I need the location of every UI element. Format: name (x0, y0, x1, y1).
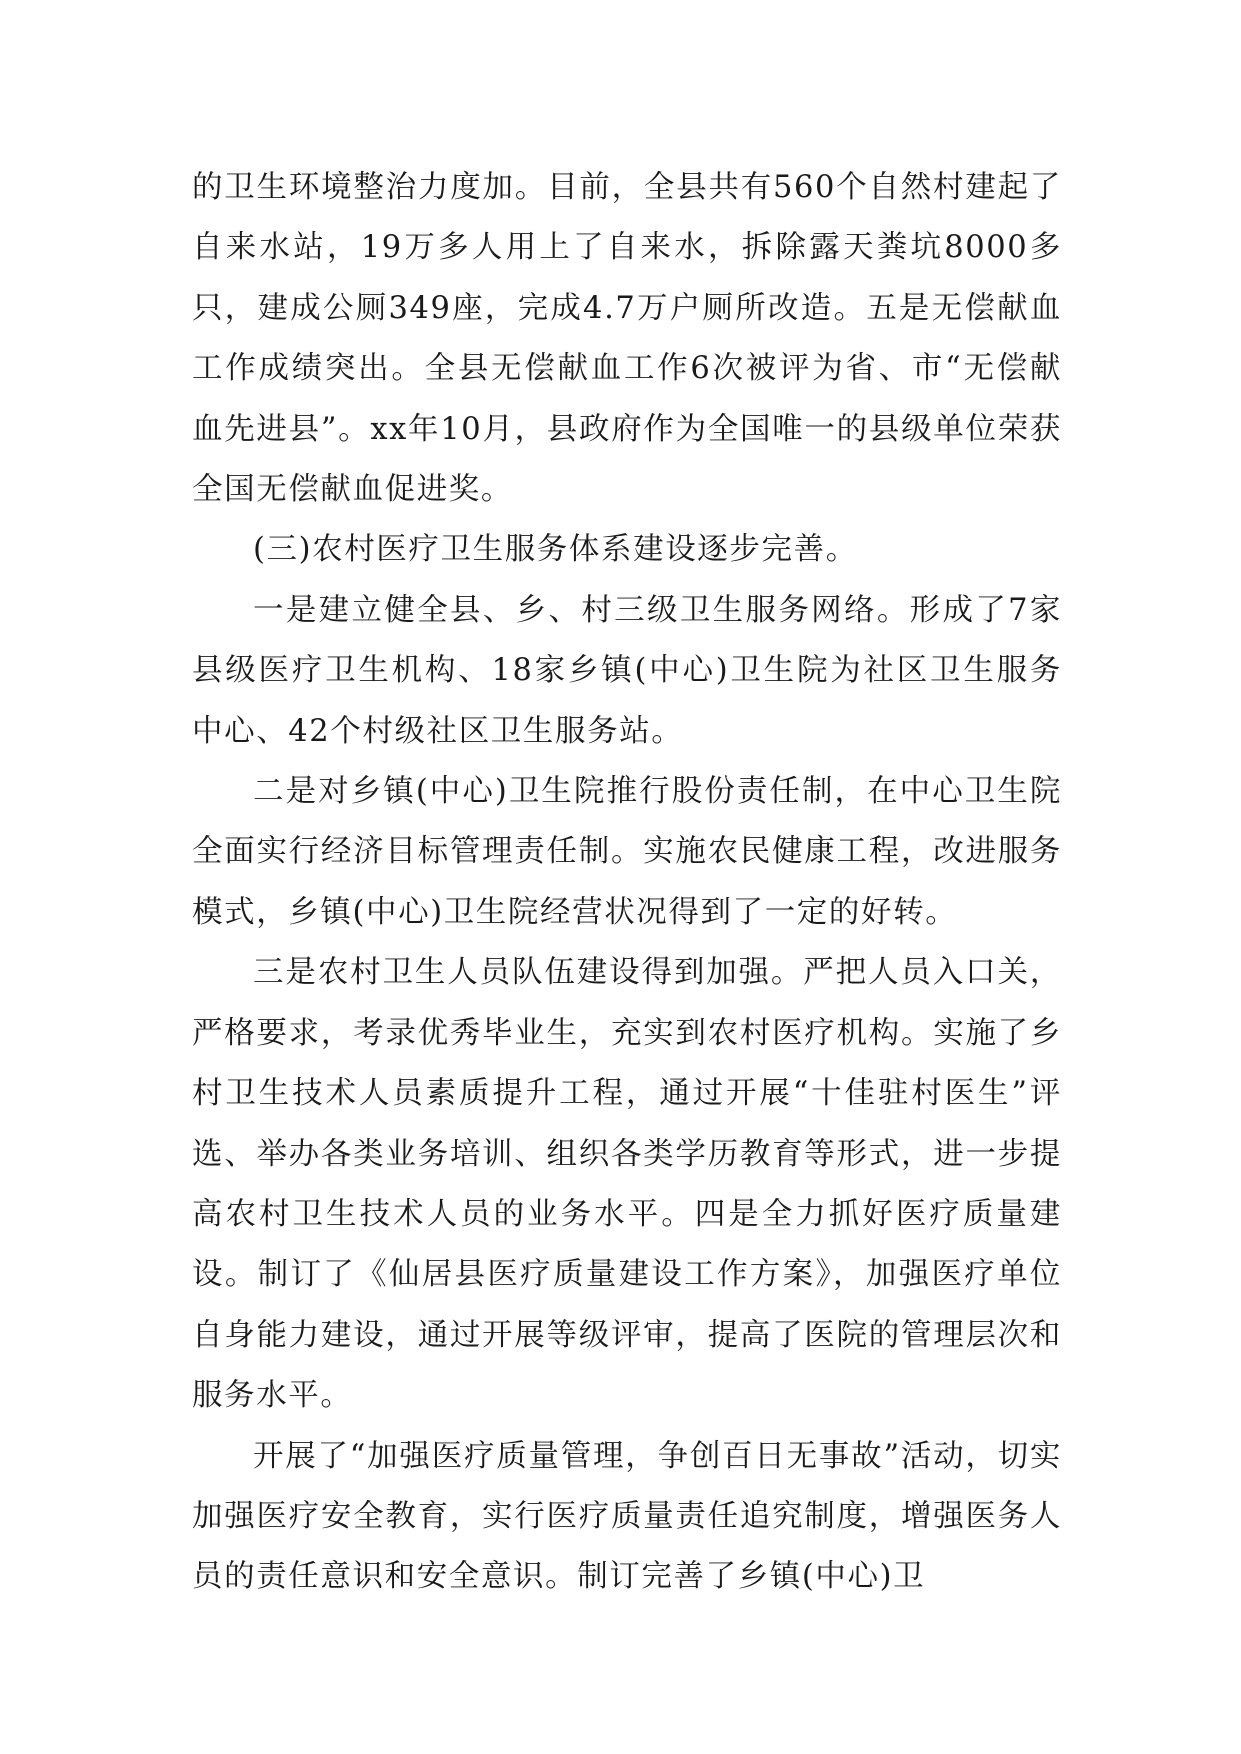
paragraph-personnel-quality: 三是农村卫生人员队伍建设得到加强。严把人员入口关，严格要求，考录优秀毕业生，充实到农村医疗机构。实施了乡村卫生技术人员素质提升工程，通过开展“十佳驻村医生”评选、举办各类业务培训、组织各类学历教育等形式，进一步提高农村卫生技术人员的业务水平。四是全力抓好医疗质量建设。制订了《仙居县医疗质量建设工作方案》，加强医疗单位自身能力建设，通过开展等级评审，提高了医院的管理层次和服务水平。 (192, 955, 1062, 1414)
paragraph-responsibility-system: 二是对乡镇(中心)卫生院推行股份责任制，在中心卫生院全面实行经济目标管理责任制。实施农民健康工程，改进服务模式，乡镇(中心)卫生院经营状况得到了一定的好转。 (192, 774, 1062, 930)
paragraph-quality-campaign: 开展了“加强医疗质量管理，争创百日无事故”活动，切实加强医疗安全教育，实行医疗质量责任追究制度，增强医务人员的责任意识和安全意识。制订完善了乡镇(中心)卫 (192, 1438, 1062, 1595)
section-heading-rural-health-system: (三)农村医疗卫生服务体系建设逐步完善。 (253, 532, 858, 568)
paragraph-service-network: 一是建立健全县、乡、村三级卫生服务网络。形成了7家县级医疗卫生机构、18家乡镇(中心)卫生院为社区卫生服务中心、42个村级社区卫生服务站。 (192, 592, 1062, 749)
paragraph-sanitation-blood-donation: 的卫生环境整治力度加。目前，全县共有560个自然村建起了自来水站，19万多人用上了自来水，拆除露天粪坑8000多只，建成公厕349座，完成4.7万户厕所改造。五是无偿献血工作成绩突出。全县无偿献血工作6次被评为省、市“无偿献血先进县”。xx年10月，县政府作为全国唯一的县级单位荣获全国无偿献血促进奖。 (192, 170, 1062, 508)
document-body (192, 158, 1062, 1608)
